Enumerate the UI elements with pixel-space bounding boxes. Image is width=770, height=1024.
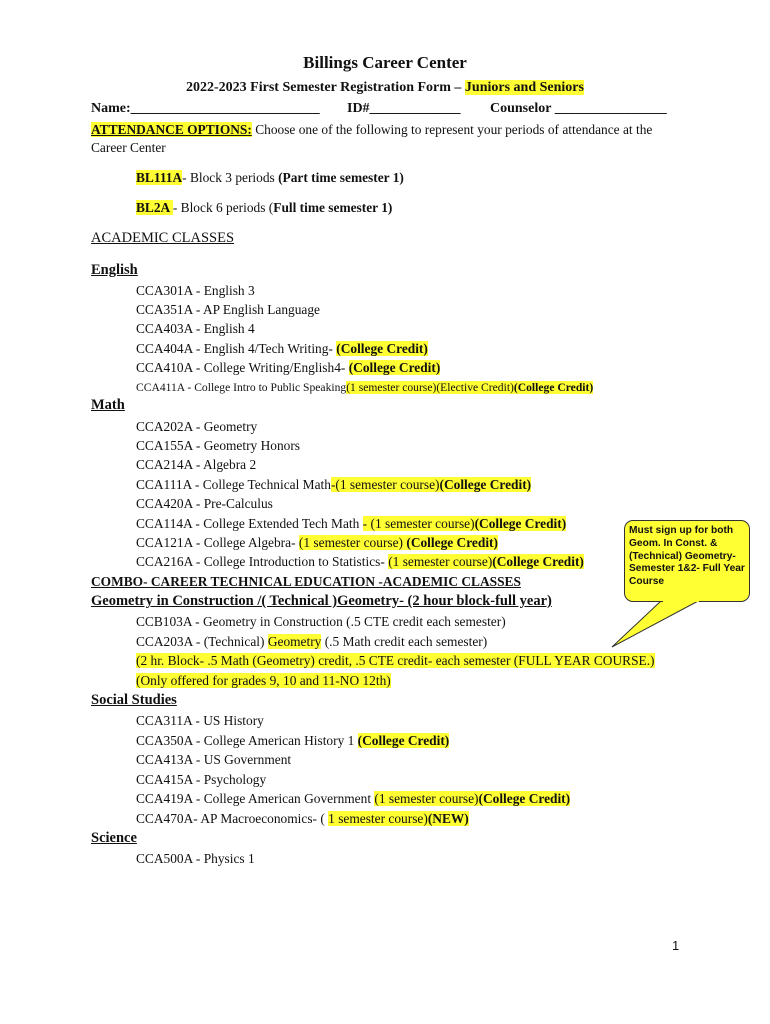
course-note: - (1 semester course) (362, 516, 475, 531)
college-credit-tag: (College Credit) (439, 477, 532, 492)
subtitle-highlight: Juniors and Seniors (464, 80, 584, 95)
course-item: CCA351A - AP English Language (136, 302, 320, 317)
course-item: CCA202A - Geometry (136, 419, 258, 434)
option-code: BL2A (136, 200, 173, 215)
option-code: BL111A (136, 170, 183, 185)
combo-subheading: Geometry in Construction /( Technical )Geometry- (2 hour block-full year) (91, 593, 552, 609)
course-item: CCA420A - Pre-Calculus (136, 496, 273, 511)
college-credit-tag: (College Credit) (406, 535, 498, 550)
course-item: CCA301A - English 3 (136, 283, 255, 298)
course-item: CCA155A - Geometry Honors (136, 438, 301, 453)
course-text: CCA419A - College American Government (136, 791, 375, 806)
combo-note-text: (Only offered for grades 9, 10 and 11-NO 12th) (136, 673, 391, 688)
course-text: CCA216A - College Introduction to Statistics- (136, 554, 389, 569)
id-field[interactable]: ID#_____________ (347, 101, 461, 116)
college-credit-tag: (College Credit) (474, 516, 567, 531)
course-note: 1 semester course) (328, 811, 428, 826)
new-tag: (NEW) (427, 811, 469, 826)
course-item: CCA413A - US Government (136, 752, 292, 767)
name-field[interactable]: Name:___________________________ (91, 101, 320, 116)
callout-note: Must sign up for both Geom. In Const. & (Technical) Geometry-Semester 1&2- Full Year Course (624, 520, 750, 602)
course-item: CCA214A - Algebra 2 (136, 457, 257, 472)
course-note: (1 semester course)(Elective Credit) (346, 381, 514, 394)
course-note: (1 semester course) (298, 535, 407, 550)
english-heading: English (91, 262, 138, 278)
combo-heading: COMBO- CAREER TECHNICAL EDUCATION -ACADEMIC CLASSES (91, 574, 521, 589)
science-heading: Science (91, 830, 137, 846)
course-text: CCA470A- AP Macroeconomics- ( (136, 811, 329, 826)
course-text: (.5 Math credit each semester) (321, 634, 488, 649)
counselor-field[interactable]: Counselor ________________ (490, 101, 667, 116)
course-text: CCA350A - College American History 1 (136, 733, 358, 748)
course-text: CCA404A - English 4/Tech Writing- (136, 341, 337, 356)
course-note: (1 semester course) (388, 554, 493, 569)
academic-heading: ACADEMIC CLASSES (91, 230, 235, 246)
social-studies-heading: Social Studies (91, 692, 177, 708)
course-highlight: Geometry (267, 634, 322, 649)
college-credit-tag: (College Credit) (357, 733, 450, 748)
course-note: -(1 semester course) (330, 477, 440, 492)
course-text: CCA114A - College Extended Tech Math (136, 516, 363, 531)
course-text: CCA121A - College Algebra- (136, 535, 299, 550)
page-number: 1 (672, 938, 680, 953)
course-text: CCA203A - (Technical) (136, 634, 268, 649)
college-credit-tag: (College Credit) (348, 360, 441, 375)
combo-note-text: (2 hr. Block- .5 Math (Geometry) credit, .5 CTE credit- each semester (FULL YEAR COURSE.) (136, 653, 655, 668)
college-credit-tag: (College Credit) (513, 381, 594, 394)
course-item: CCA403A - English 4 (136, 321, 255, 336)
page-title: Billings Career Center (303, 53, 467, 72)
option-detail: (Part time semester 1) (278, 170, 404, 185)
attendance-text-2: Career Center (91, 140, 166, 155)
subtitle-text: 2022-2023 First Semester Registration Form – (186, 80, 465, 95)
option-text: - Block 3 periods (182, 170, 279, 185)
course-item: CCA311A - US History (136, 713, 264, 728)
course-text: CCA411A - College Intro to Public Speaking (136, 381, 347, 394)
option-detail: Full time semester 1) (273, 200, 393, 215)
college-credit-tag: (College Credit) (492, 554, 584, 569)
course-note: (1 semester course) (374, 791, 479, 806)
college-credit-tag: (College Credit) (478, 791, 571, 806)
course-item: CCB103A - Geometry in Construction (.5 CTE credit each semester) (136, 614, 506, 629)
course-item: CCA500A - Physics 1 (136, 851, 255, 866)
course-item: CCA415A - Psychology (136, 772, 267, 787)
math-heading: Math (91, 397, 125, 413)
option-text: - Block 6 periods ( (172, 200, 274, 215)
course-text: CCA410A - College Writing/English4- (136, 360, 349, 375)
attendance-text: Choose one of the following to represent your periods of attendance at the (251, 122, 653, 137)
course-text: CCA111A - College Technical Math (136, 477, 331, 492)
attendance-label: ATTENDANCE OPTIONS: (91, 122, 252, 137)
college-credit-tag: (College Credit) (336, 341, 428, 356)
